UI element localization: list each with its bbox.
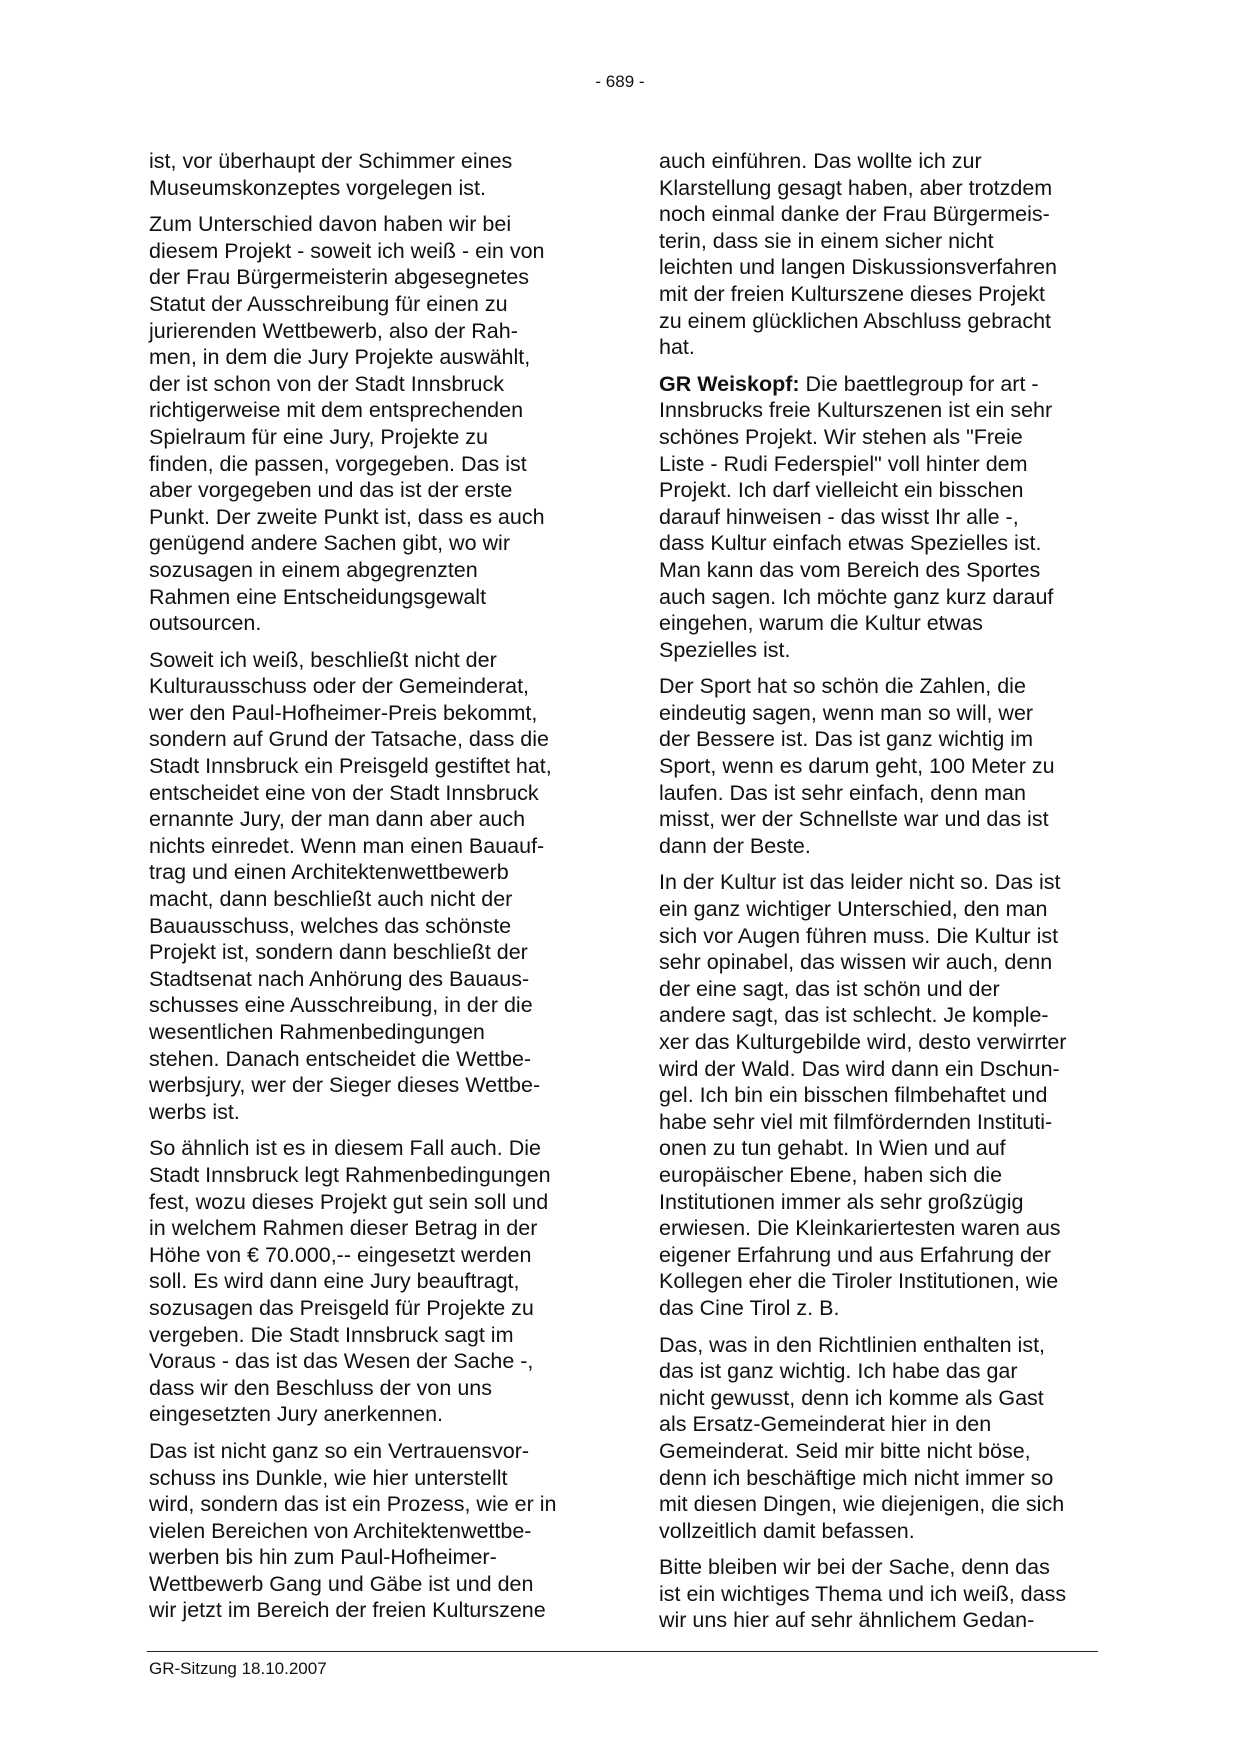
paragraph: Der Sport hat so schön die Zahlen, die eindeutig sagen, wenn man so will, wer der Bessere ist. Das ist ganz wichtig im Sport, wenn es darum geht, 100 Meter zu laufen. Das ist sehr einfach, denn man misst, wer der Schnellste war und das ist dann der Beste. xyxy=(659,674,1055,858)
right-column xyxy=(659,148,1099,1644)
paragraph: Soweit ich weiß, beschließt nicht der Kulturausschuss oder der Gemeinderat, wer den Paul-Hofheimer-Preis bekommt, sondern auf Grund der Tatsache, dass die Stadt Innsbruck ein Preisgeld gestiftet hat, entscheidet eine von der Stadt Innsbruck ernannte Jury, der man dann aber auch nichts einredet. Wenn man einen Bauauf- trag und einen Architektenwettbewerb macht, dann beschließt auch nicht der Bauausschuss, welches das schönste Projekt ist, sondern dann beschließt der Stadtsenat nach Anhörung des Bauaus- schusses eine Ausschreibung, in der die wesentlichen Rahmenbedingungen stehen. Danach entscheidet die Wettbe- werbsjury, wer der Sieger dieses Wettbe- werbs ist. xyxy=(149,647,552,1124)
footer-session-date: GR-Sitzung 18.10.2007 xyxy=(149,1659,327,1678)
page-number: - 689 - xyxy=(595,72,645,91)
paragraph: ist, vor überhaupt der Schimmer eines Museumskonzeptes vorgelegen ist. xyxy=(149,149,513,200)
paragraph: Bitte bleiben wir bei der Sache, denn das ist ein wichtiges Thema und ich weiß, dass wir uns hier auf sehr ähnlichem Gedan- xyxy=(659,1555,1067,1633)
speaker-name: GR Weiskopf: xyxy=(659,371,800,396)
paragraph: Zum Unterschied davon haben wir bei diesem Projekt - soweit ich weiß - ein von der Frau Bürgermeisterin abgesegnetes Statut der Ausschreibung für einen zu jurierenden Wettbewerb, also der Rah- men, in dem die Jury Projekte auswählt, der ist schon von der Stadt Innsbruck richtigerweise mit dem entsprechenden Spielraum für eine Jury, Projekte zu finden, die passen, vorgegeben. Das ist aber vorgegeben und das ist der erste Punkt. Der zweite Punkt ist, dass es auch genügend andere Sachen gibt, wo wir sozusagen in einem abgegrenzten Rahmen eine Entscheidungsgewalt outsourcen. xyxy=(149,212,545,636)
paragraph: In der Kultur ist das leider nicht so. Das ist ein ganz wichtiger Unterschied, den man sich vor Augen führen muss. Die Kultur ist sehr opinabel, das wissen wir auch, denn der eine sagt, das ist schön und der andere sagt, das ist schlecht. Je komple- xer das Kulturgebilde wird, desto verwirrter wird der Wald. Das wird dann ein Dschun- gel. Ich bin ein bisschen filmbehaftet und habe sehr viel mit filmfördernden Instituti- onen zu tun gehabt. In Wien und auf europäischer Ebene, haben sich die Institutionen immer als sehr großzügig erwiesen. Die Kleinkariertesten waren aus eigener Erfahrung und aus Erfahrung der Kollegen eher die Tiroler Institutionen, wie das Cine Tirol z. B. xyxy=(659,870,1067,1320)
paragraph: Das, was in den Richtlinien enthalten ist, das ist ganz wichtig. Ich habe das gar nicht gewusst, denn ich komme als Gast als Ersatz-Gemeinderat hier in den Gemeinderat. Seid mir bitte nicht böse, denn ich beschäftige mich nicht immer so mit diesen Dingen, wie diejenigen, die sich vollzeitlich damit befassen. xyxy=(659,1332,1065,1543)
footer-divider xyxy=(147,1651,1098,1652)
speaker-text: Die baettlegroup for art - Innsbrucks freie Kulturszenen ist ein sehr schönes Projekt. Wir stehen als "Freie Liste - Rudi Federspiel" voll hinter dem Projekt. Ich darf vielleicht ein bisschen darauf hinweisen - das wisst Ihr alle -, dass Kultur einfach etwas Spezielles ist. Man kann das vom Bereich des Sportes auch sagen. Ich möchte ganz kurz darauf eingehen, warum die Kultur etwas Spezielles ist. xyxy=(659,371,1054,662)
left-column xyxy=(149,148,589,1634)
paragraph: auch einführen. Das wollte ich zur Klarstellung gesagt haben, aber trotzdem noch einmal danke der Frau Bürgermeis- terin, dass sie in einem sicher nicht leichten und langen Diskussionsverfahren mit der freien Kulturszene dieses Projekt zu einem glücklichen Abschluss gebracht hat. xyxy=(659,149,1057,360)
speaker-paragraph xyxy=(659,371,1099,664)
paragraph: Das ist nicht ganz so ein Vertrauensvor- schuss ins Dunkle, wie hier unterstellt wird, sondern das ist ein Prozess, wie er in vielen Bereichen von Architektenwettbe- werben bis hin zum Paul-Hofheimer- Wettbewerb Gang und Gäbe ist und den wir jetzt im Bereich der freien Kulturszene xyxy=(149,1438,557,1623)
paragraph: So ähnlich ist es in diesem Fall auch. Die Stadt Innsbruck legt Rahmenbedingungen fest, wozu dieses Projekt gut sein soll und in welchem Rahmen dieser Betrag in der Höhe von € 70.000,-- eingesetzt werden soll. Es wird dann eine Jury beauftragt, sozusagen das Preisgeld für Projekte zu vergeben. Die Stadt Innsbruck sagt im Voraus - das ist das Wesen der Sache -, dass wir den Beschluss der von uns eingesetzten Jury anerkennen. xyxy=(149,1136,551,1427)
